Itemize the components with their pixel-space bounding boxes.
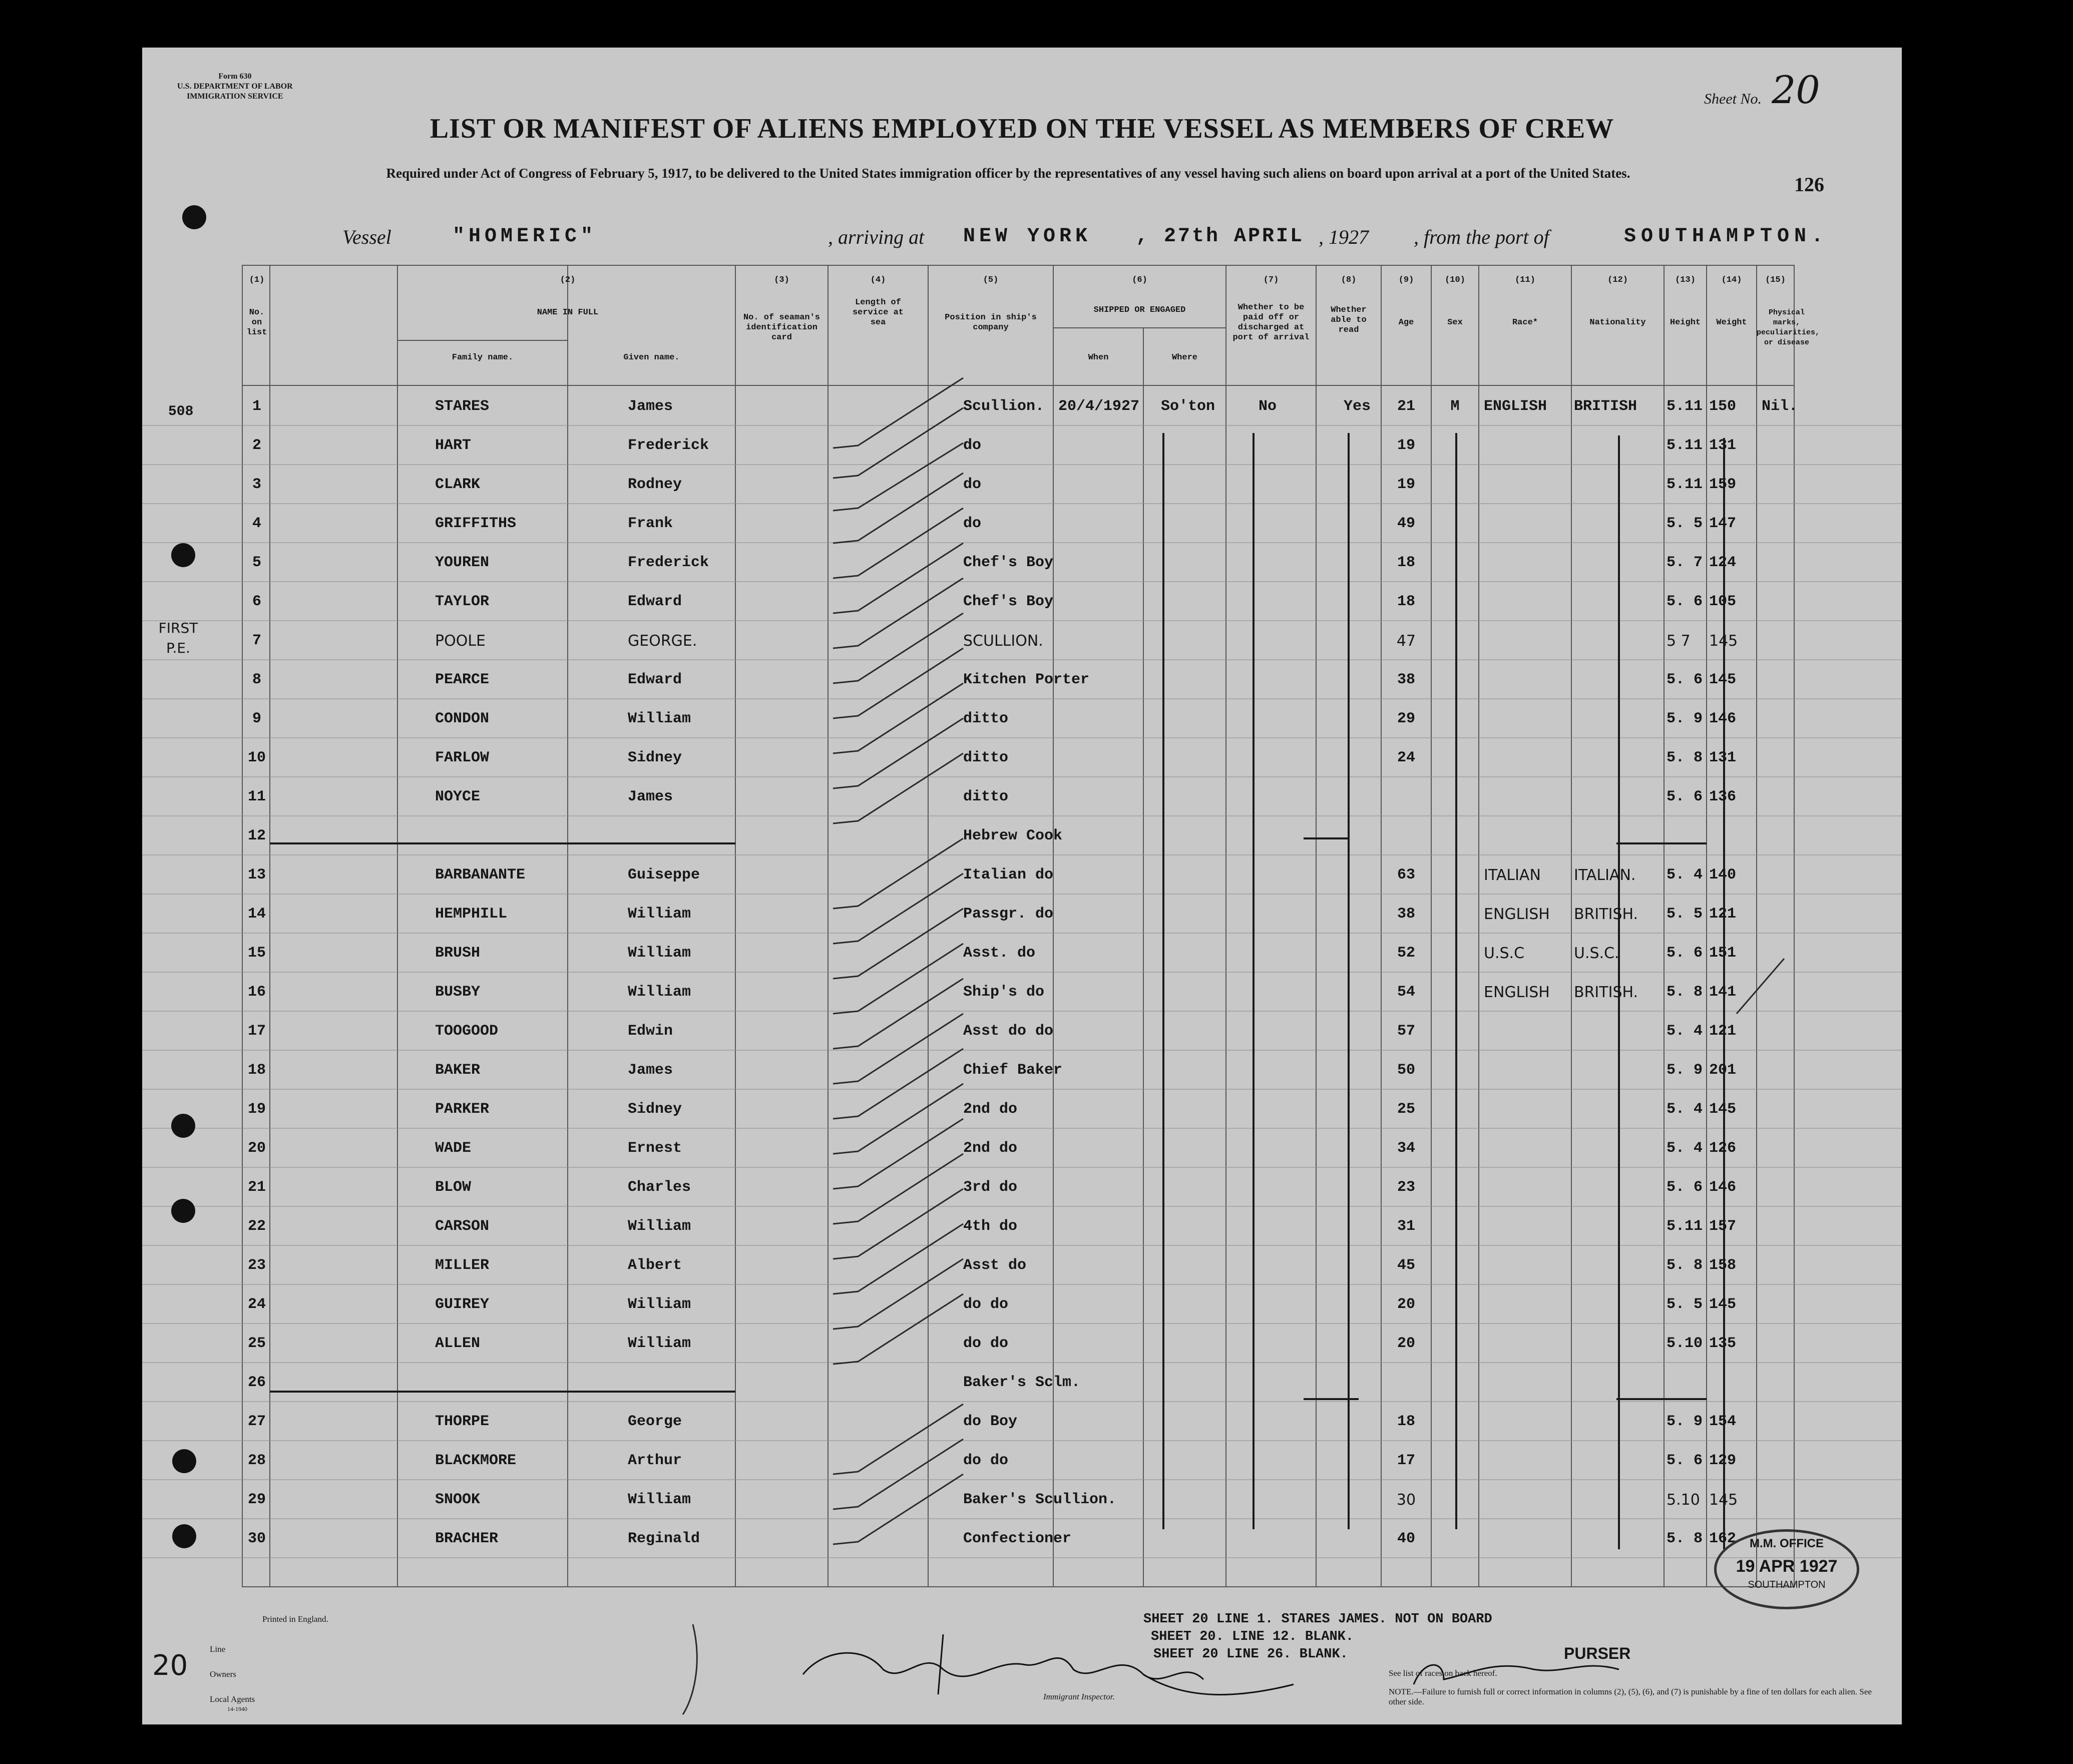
height: 5. 9 <box>1667 1413 1703 1430</box>
family-name: PEARCE <box>435 671 490 688</box>
list-number: 14 <box>247 906 266 923</box>
col-read: Whether able to read <box>1331 305 1367 335</box>
sheet-note-2: SHEET 20. LINE 12. BLANK. <box>1151 1629 1354 1644</box>
family-name: BLOW <box>435 1179 472 1196</box>
list-number: 28 <box>247 1452 266 1469</box>
col-paid-off: Whether to be paid off or discharged at port of arrival <box>1232 303 1310 342</box>
family-name: POOLE <box>435 632 486 650</box>
punch-hole <box>171 1199 195 1223</box>
list-number: 6 <box>252 593 261 610</box>
col-num-14: (14) <box>1721 275 1742 285</box>
races-note: See list of races on back hereof. <box>1389 1668 1497 1678</box>
col-height: Height <box>1670 318 1701 327</box>
height: 5. 4 <box>1667 1140 1703 1157</box>
weight: 145 <box>1709 671 1737 688</box>
list-number: 9 <box>252 710 261 727</box>
list-number: 7 <box>252 632 261 649</box>
col-num-11: (11) <box>1515 275 1535 285</box>
position: do do <box>963 1452 1009 1469</box>
weight: 146 <box>1709 1179 1737 1196</box>
age: 50 <box>1397 1062 1415 1079</box>
arrival-port: NEW YORK <box>963 225 1092 248</box>
position: Italian do <box>963 866 1054 884</box>
age: 19 <box>1397 437 1415 454</box>
position: Baker's Scullion. <box>963 1491 1117 1508</box>
col-when: When <box>1088 353 1109 362</box>
arriving-label: , arriving at <box>828 226 925 248</box>
nationality: ITALIAN. <box>1574 866 1636 884</box>
family-name: CONDON <box>435 710 490 727</box>
race: ENGLISH <box>1484 984 1550 1001</box>
weight: 145 <box>1709 1296 1737 1313</box>
owners-label: Owners <box>210 1669 236 1679</box>
list-number: 22 <box>247 1218 266 1235</box>
family-name: HEMPHILL <box>435 906 508 923</box>
family-name: HART <box>435 437 472 454</box>
family-name: FARLOW <box>435 749 490 766</box>
stamp-top: M.M. OFFICE <box>1750 1537 1824 1550</box>
height: 5.11 <box>1667 476 1703 493</box>
penalty-note: NOTE.—Failure to furnish full or correct information in columns (2), (5), (6), and (7) is punishable by a fine of ten dollars for each alien. See other side. <box>1389 1687 1872 1706</box>
weight: 131 <box>1709 749 1737 766</box>
vessel-label: Vessel <box>342 226 391 248</box>
given-name: Arthur <box>628 1452 682 1469</box>
age: 23 <box>1397 1179 1415 1196</box>
weight: 126 <box>1709 1140 1737 1157</box>
list-number: 3 <box>252 476 261 493</box>
col-num-5: (5) <box>983 275 999 285</box>
height: 5. 9 <box>1667 710 1703 727</box>
col-sex: Sex <box>1447 318 1463 327</box>
family-name: TAYLOR <box>435 593 490 610</box>
paid-off: No <box>1259 398 1277 415</box>
col-where: Where <box>1171 353 1197 362</box>
given-name: James <box>628 1062 673 1079</box>
col-num-15: (15) <box>1765 275 1786 285</box>
position: do <box>963 437 982 454</box>
family-name: CARSON <box>435 1218 490 1235</box>
col-nationality: Nationality <box>1589 318 1646 327</box>
col-id-card: No. of seaman's identification card <box>743 313 820 342</box>
col-num-6: (6) <box>1132 275 1147 285</box>
arrival-date: , 27th APRIL <box>1136 225 1305 248</box>
given-name: William <box>628 1335 691 1352</box>
weight: 201 <box>1709 1062 1737 1079</box>
height: 5.10 <box>1667 1491 1700 1509</box>
age: 54 <box>1397 984 1415 1001</box>
age: 31 <box>1397 1218 1415 1235</box>
family-name: TOOGOOD <box>435 1023 499 1040</box>
family-name: ALLEN <box>435 1335 481 1352</box>
given-name: Edward <box>628 593 682 610</box>
position: Chief Baker <box>963 1062 1063 1079</box>
age: 40 <box>1397 1530 1415 1547</box>
punch-hole <box>182 205 206 229</box>
given-name: Sidney <box>628 1101 682 1118</box>
sex: M <box>1450 398 1460 415</box>
height: 5. 8 <box>1667 1530 1703 1547</box>
age: 38 <box>1397 671 1415 688</box>
height: 5.11 <box>1667 398 1703 415</box>
form-header <box>177 72 293 102</box>
list-number: 21 <box>247 1179 266 1196</box>
page-number: 126 <box>1794 173 1824 196</box>
position: Kitchen Porter <box>963 671 1090 688</box>
race: ENGLISH <box>1484 906 1550 923</box>
age: 47 <box>1396 632 1416 650</box>
given-name: James <box>628 398 673 415</box>
given-name: Ernest <box>628 1140 682 1157</box>
height: 5.10 <box>1667 1335 1703 1352</box>
family-name: STARES <box>435 398 490 415</box>
family-name: BRUSH <box>435 945 481 962</box>
list-number: 13 <box>247 866 266 884</box>
nationality: BRITISH <box>1574 398 1637 415</box>
list-number: 30 <box>247 1530 266 1547</box>
given-name: Rodney <box>628 476 682 493</box>
page-title: LIST OR MANIFEST OF ALIENS EMPLOYED ON THE VESSEL AS MEMBERS OF CREW <box>430 113 1614 144</box>
weight: 150 <box>1709 398 1737 415</box>
height: 5. 4 <box>1667 866 1703 884</box>
position: Chef's Boy <box>963 554 1054 571</box>
col-num-9: (9) <box>1398 275 1414 285</box>
age: 34 <box>1397 1140 1415 1157</box>
given-name: William <box>628 1296 691 1313</box>
sheet-no-label: Sheet No. <box>1704 91 1762 107</box>
list-number: 16 <box>247 984 266 1001</box>
given-name: James <box>628 788 673 805</box>
position: Asst. do <box>963 945 1036 962</box>
printed-note: Printed in England. <box>262 1614 328 1624</box>
from-label: , from the port of <box>1414 226 1549 248</box>
position: Ship's do <box>963 984 1045 1001</box>
shipped-when: 20/4/1927 <box>1058 398 1140 415</box>
list-number: 25 <box>247 1335 266 1352</box>
sheet-note-1: SHEET 20 LINE 1. STARES JAMES. NOT ON BOARD <box>1143 1612 1492 1627</box>
position: 2nd do <box>963 1101 1018 1118</box>
list-number: 18 <box>247 1062 266 1079</box>
position: SCULLION. <box>963 632 1043 650</box>
col-num-8: (8) <box>1341 275 1357 285</box>
form-number: Form 630 <box>218 72 252 81</box>
family-name: SNOOK <box>435 1491 481 1508</box>
height: 5. 6 <box>1667 1452 1703 1469</box>
list-number: 12 <box>247 827 266 844</box>
family-name: BLACKMORE <box>435 1452 517 1469</box>
col-name-in-full: NAME IN FULL <box>537 308 599 317</box>
weight: 121 <box>1709 906 1737 923</box>
given-name: Edward <box>628 671 682 688</box>
sheet-note-3: SHEET 20 LINE 26. BLANK. <box>1153 1647 1348 1662</box>
position: Asst do <box>963 1257 1027 1274</box>
shipped-where: So'ton <box>1161 398 1215 415</box>
weight: 157 <box>1709 1218 1737 1235</box>
position: 4th do <box>963 1218 1018 1235</box>
page-subtitle: Required under Act of Congress of February 5, 1917, to be delivered to the United States immigration officer by the representatives of any vessel having such aliens on board upon arrival at a port of the United States. <box>386 166 1630 181</box>
col-position: Position in ship's company <box>945 313 1037 332</box>
height: 5. 5 <box>1667 906 1703 923</box>
punch-hole <box>171 543 195 567</box>
height: 5.11 <box>1667 437 1703 454</box>
age: 20 <box>1397 1335 1415 1352</box>
list-number: 1 <box>252 398 261 415</box>
given-name: William <box>628 1491 691 1508</box>
family-name: PARKER <box>435 1101 490 1118</box>
agents-label: Local Agents <box>210 1694 255 1704</box>
family-name: YOUREN <box>435 554 490 571</box>
race: U.S.C <box>1484 945 1525 962</box>
list-number: 26 <box>247 1374 266 1391</box>
family-name: WADE <box>435 1140 472 1157</box>
given-name: William <box>628 906 691 923</box>
age: 57 <box>1397 1023 1415 1040</box>
position: ditto <box>963 749 1009 766</box>
position: Scullion. <box>963 398 1045 415</box>
weight: 146 <box>1709 710 1737 727</box>
family-name: BUSBY <box>435 984 481 1001</box>
position: do Boy <box>963 1413 1018 1430</box>
col-marks: Physical marks, peculiarities, or disease <box>1757 308 1820 347</box>
given-name: GEORGE. <box>628 632 697 650</box>
race: ENGLISH <box>1484 398 1547 415</box>
list-number: 11 <box>247 788 266 805</box>
height: 5. 5 <box>1667 515 1703 532</box>
position: Passgr. do <box>963 906 1054 923</box>
col-num-7: (7) <box>1263 275 1279 285</box>
age: 49 <box>1397 515 1415 532</box>
col-num-12: (12) <box>1607 275 1628 285</box>
age: 30 <box>1396 1491 1416 1509</box>
height: 5. 6 <box>1667 788 1703 805</box>
weight: 121 <box>1709 1023 1737 1040</box>
race: ITALIAN <box>1484 866 1541 884</box>
position: ditto <box>963 788 1009 805</box>
family-name: BARBANANTE <box>435 866 526 884</box>
family-name: CLARK <box>435 476 481 493</box>
height: 5. 8 <box>1667 1257 1703 1274</box>
col-service: Length of service at sea <box>852 298 904 327</box>
position: do <box>963 515 982 532</box>
age: 20 <box>1397 1296 1415 1313</box>
given-name: William <box>628 984 691 1001</box>
given-name: Charles <box>628 1179 691 1196</box>
height: 5. 5 <box>1667 1296 1703 1313</box>
list-number: 20 <box>247 1140 266 1157</box>
list-number: 17 <box>247 1023 266 1040</box>
age: 38 <box>1397 906 1415 923</box>
given-name: George <box>628 1413 682 1430</box>
given-name: Sidney <box>628 749 682 766</box>
height: 5. 4 <box>1667 1023 1703 1040</box>
height: 5. 9 <box>1667 1062 1703 1079</box>
weight: 141 <box>1709 984 1737 1001</box>
given-name: Albert <box>628 1257 682 1274</box>
list-number: 15 <box>247 945 266 962</box>
list-number: 19 <box>247 1101 266 1118</box>
family-name: GRIFFITHS <box>435 515 517 532</box>
height: 5. 6 <box>1667 671 1703 688</box>
col-given-name: Given name. <box>623 353 680 362</box>
weight: 151 <box>1709 945 1737 962</box>
family-name: GUIREY <box>435 1296 490 1313</box>
nationality: U.S.C. <box>1574 945 1619 962</box>
position: do do <box>963 1296 1009 1313</box>
position: Confectioner <box>963 1530 1072 1547</box>
family-name: BAKER <box>435 1062 481 1079</box>
height: 5. 6 <box>1667 593 1703 610</box>
physical-marks: Nil. <box>1762 398 1798 415</box>
height: 5. 8 <box>1667 749 1703 766</box>
col-race: Race* <box>1512 318 1538 327</box>
arrival-year: , 1927 <box>1319 226 1369 248</box>
given-name: Edwin <box>628 1023 673 1040</box>
weight: 105 <box>1709 593 1737 610</box>
height: 5.11 <box>1667 1218 1703 1235</box>
list-number: 4 <box>252 515 261 532</box>
mm-office-stamp <box>1714 1529 1859 1609</box>
given-name: Frederick <box>628 437 709 454</box>
weight: 147 <box>1709 515 1737 532</box>
position: Chef's Boy <box>963 593 1054 610</box>
given-name: Guiseppe <box>628 866 700 884</box>
weight: 124 <box>1709 554 1737 571</box>
position: Hebrew Cook <box>963 827 1063 844</box>
age: 24 <box>1397 749 1415 766</box>
list-number: 24 <box>247 1296 266 1313</box>
given-name: Frank <box>628 515 673 532</box>
weight: 145 <box>1709 1101 1737 1118</box>
list-number: 27 <box>247 1413 266 1430</box>
given-name: William <box>628 1218 691 1235</box>
col-shipped: SHIPPED OR ENGAGED <box>1093 305 1186 315</box>
purser-label: PURSER <box>1564 1644 1631 1662</box>
weight: 129 <box>1709 1452 1737 1469</box>
list-number: 2 <box>252 437 261 454</box>
given-name: William <box>628 945 691 962</box>
able-to-read: Yes <box>1344 398 1371 415</box>
margin-number: 508 <box>168 404 194 419</box>
family-name: THORPE <box>435 1413 490 1430</box>
age: 63 <box>1397 866 1415 884</box>
col-num-1: (1) <box>249 275 265 285</box>
weight: 140 <box>1709 866 1737 884</box>
age: 19 <box>1397 476 1415 493</box>
position: 3rd do <box>963 1179 1018 1196</box>
position: 2nd do <box>963 1140 1018 1157</box>
family-name: NOYCE <box>435 788 481 805</box>
position: Asst do do <box>963 1023 1054 1040</box>
form-service: IMMIGRATION SERVICE <box>187 92 283 101</box>
age: 45 <box>1397 1257 1415 1274</box>
list-number: 8 <box>252 671 261 688</box>
height: 5. 6 <box>1667 945 1703 962</box>
weight: 162 <box>1709 1530 1737 1547</box>
col-weight: Weight <box>1716 318 1747 327</box>
col-num-2: (2) <box>560 275 576 285</box>
age: 18 <box>1397 554 1415 571</box>
list-number: 29 <box>247 1491 266 1508</box>
weight: 145 <box>1709 1491 1738 1509</box>
list-number: 10 <box>247 749 266 766</box>
age: 52 <box>1397 945 1415 962</box>
first-pe-note: FIRST P.E. <box>158 620 198 656</box>
nationality: BRITISH. <box>1574 984 1638 1001</box>
departure-port: SOUTHAMPTON. <box>1624 225 1829 248</box>
agents-code: 14-1940 <box>227 1705 247 1712</box>
col-num-13: (13) <box>1675 275 1696 285</box>
list-number: 23 <box>247 1257 266 1274</box>
stamp-date: 19 APR 1927 <box>1736 1557 1838 1576</box>
height: 5 7 <box>1667 632 1691 650</box>
col-num-4: (4) <box>870 275 886 285</box>
weight: 131 <box>1709 437 1737 454</box>
weight: 159 <box>1709 476 1737 493</box>
height: 5. 7 <box>1667 554 1703 571</box>
weight: 136 <box>1709 788 1737 805</box>
vessel-name: "HOMERIC" <box>453 225 597 248</box>
age: 17 <box>1397 1452 1415 1469</box>
family-name: BRACHER <box>435 1530 499 1547</box>
line-label: Line <box>210 1644 226 1654</box>
given-name: Frederick <box>628 554 709 571</box>
age: 18 <box>1397 593 1415 610</box>
form-department: U.S. DEPARTMENT OF LABOR <box>177 82 293 91</box>
inspector-label: Immigrant Inspector. <box>1043 1692 1115 1701</box>
height: 5. 4 <box>1667 1101 1703 1118</box>
position: ditto <box>963 710 1009 727</box>
given-name: William <box>628 710 691 727</box>
punch-hole <box>171 1114 195 1138</box>
punch-hole <box>172 1524 196 1548</box>
weight: 145 <box>1709 632 1738 650</box>
position: do <box>963 476 982 493</box>
age: 18 <box>1397 1413 1415 1430</box>
position: do do <box>963 1335 1009 1352</box>
col-num-3: (3) <box>774 275 789 285</box>
col-no-on-list: No. on list <box>246 308 267 337</box>
handwritten-20: 20 <box>152 1649 188 1682</box>
height: 5. 6 <box>1667 1179 1703 1196</box>
col-family-name: Family name. <box>452 353 514 362</box>
list-number: 5 <box>252 554 261 571</box>
punch-hole <box>172 1449 196 1473</box>
family-name: MILLER <box>435 1257 490 1274</box>
stamp-bottom: SOUTHAMPTON <box>1748 1579 1826 1590</box>
nationality: BRITISH. <box>1574 906 1638 923</box>
manifest-sheet <box>142 48 1902 1724</box>
position: Baker's Sclm. <box>963 1374 1081 1391</box>
weight: 135 <box>1709 1335 1737 1352</box>
weight: 158 <box>1709 1257 1737 1274</box>
col-num-10: (10) <box>1445 275 1465 285</box>
weight: 154 <box>1709 1413 1737 1430</box>
age: 29 <box>1397 710 1415 727</box>
sheet-number: 20 <box>1772 68 1820 112</box>
col-age: Age <box>1398 318 1414 327</box>
given-name: Reginald <box>628 1530 700 1547</box>
height: 5. 8 <box>1667 984 1703 1001</box>
age: 21 <box>1397 398 1415 415</box>
ruled-grid <box>142 48 1902 1724</box>
age: 25 <box>1397 1101 1415 1118</box>
